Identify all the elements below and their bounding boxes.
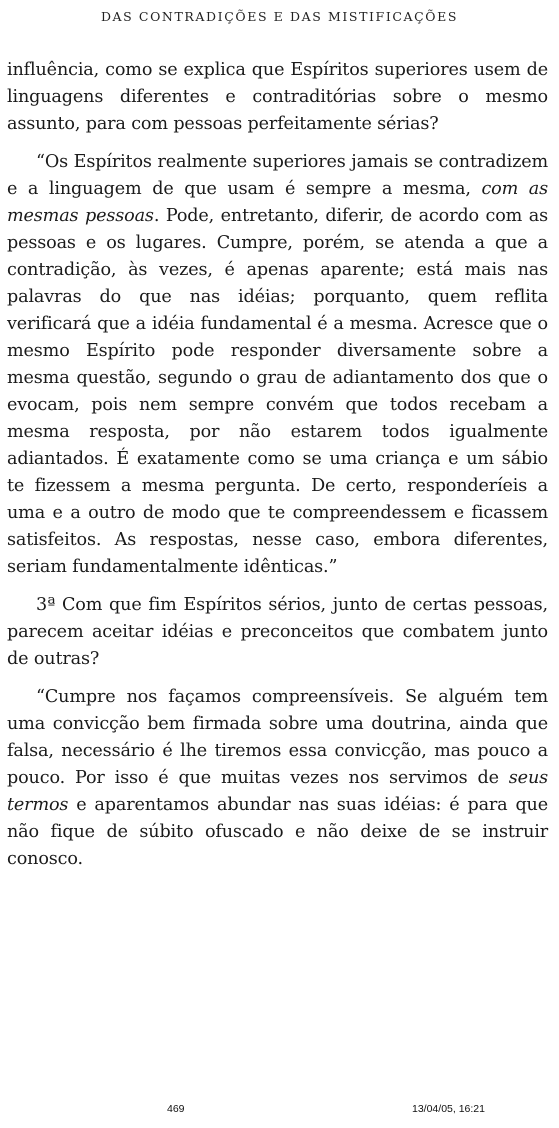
- body-text: [7, 57, 548, 873]
- paragraph-text: “Os Espíritos realmente superiores jamais se contradizem e a linguagem de que usam é sempre a mesma,: [7, 152, 548, 199]
- paragraph-text: 3ª Com que fim Espíritos sérios, junto de certas pessoas, parecem aceitar idéias e preconceitos que combatem junto de outras?: [7, 595, 548, 669]
- paragraph-text: . Pode, entretanto, diferir, de acordo com as pessoas e os lugares. Cumpre, porém, se atenda a que a contradição, às vezes, é apenas aparente; está mais nas palavras do que nas idéias; porquanto, quem reflita verificará que a idéia fundamental é a mesma. Acresce que o mesmo Espírito pode responder diversamente sobre a mesma questão, segundo o grau de adiantamento dos que o evocam, pois nem sempre convém que todos recebam a mesma resposta, por não estarem todos igualmente adiantados. É exatamente como se uma criança e um sábio te fizessem a mesma pergunta. De certo, responderíeis a uma e a outro de modo que te compreendessem e ficassem satisfeitos. As respostas, nesse caso, embora diferentes, seriam fundamentalmente idênticas.”: [7, 206, 548, 577]
- paragraph-question-3: [7, 592, 548, 673]
- paragraph-text: e aparentamos abundar nas suas idéias: é para que não fique de súbito ofuscado e não deixe de se instruir conosco.: [7, 795, 548, 869]
- paragraph-answer-1: [7, 149, 548, 581]
- paragraph-continuation: [7, 57, 548, 138]
- paragraph-answer-3: [7, 684, 548, 873]
- paragraph-text: “Cumpre nos façamos compreensíveis. Se alguém tem uma convicção bem firmada sobre uma doutrina, ainda que falsa, necessário é lhe tiremos essa convicção, mas pouco a pouco. Por isso é que muitas vezes nos servimos de: [7, 687, 548, 788]
- running-head: DAS CONTRADIÇÕES E DAS MISTIFICAÇÕES: [100, 9, 459, 24]
- paragraph-text: influência, como se explica que Espíritos superiores usem de linguagens diferentes e contraditórias sobre o mesmo assunto, para com pessoas perfeitamente sérias?: [7, 60, 548, 134]
- print-timestamp: 13/04/05, 16:21: [412, 1103, 485, 1115]
- page-number: 469: [167, 1103, 185, 1115]
- emphasis-text: seus termos: [7, 768, 548, 815]
- emphasis-text: com as mesmas pessoas: [7, 179, 548, 226]
